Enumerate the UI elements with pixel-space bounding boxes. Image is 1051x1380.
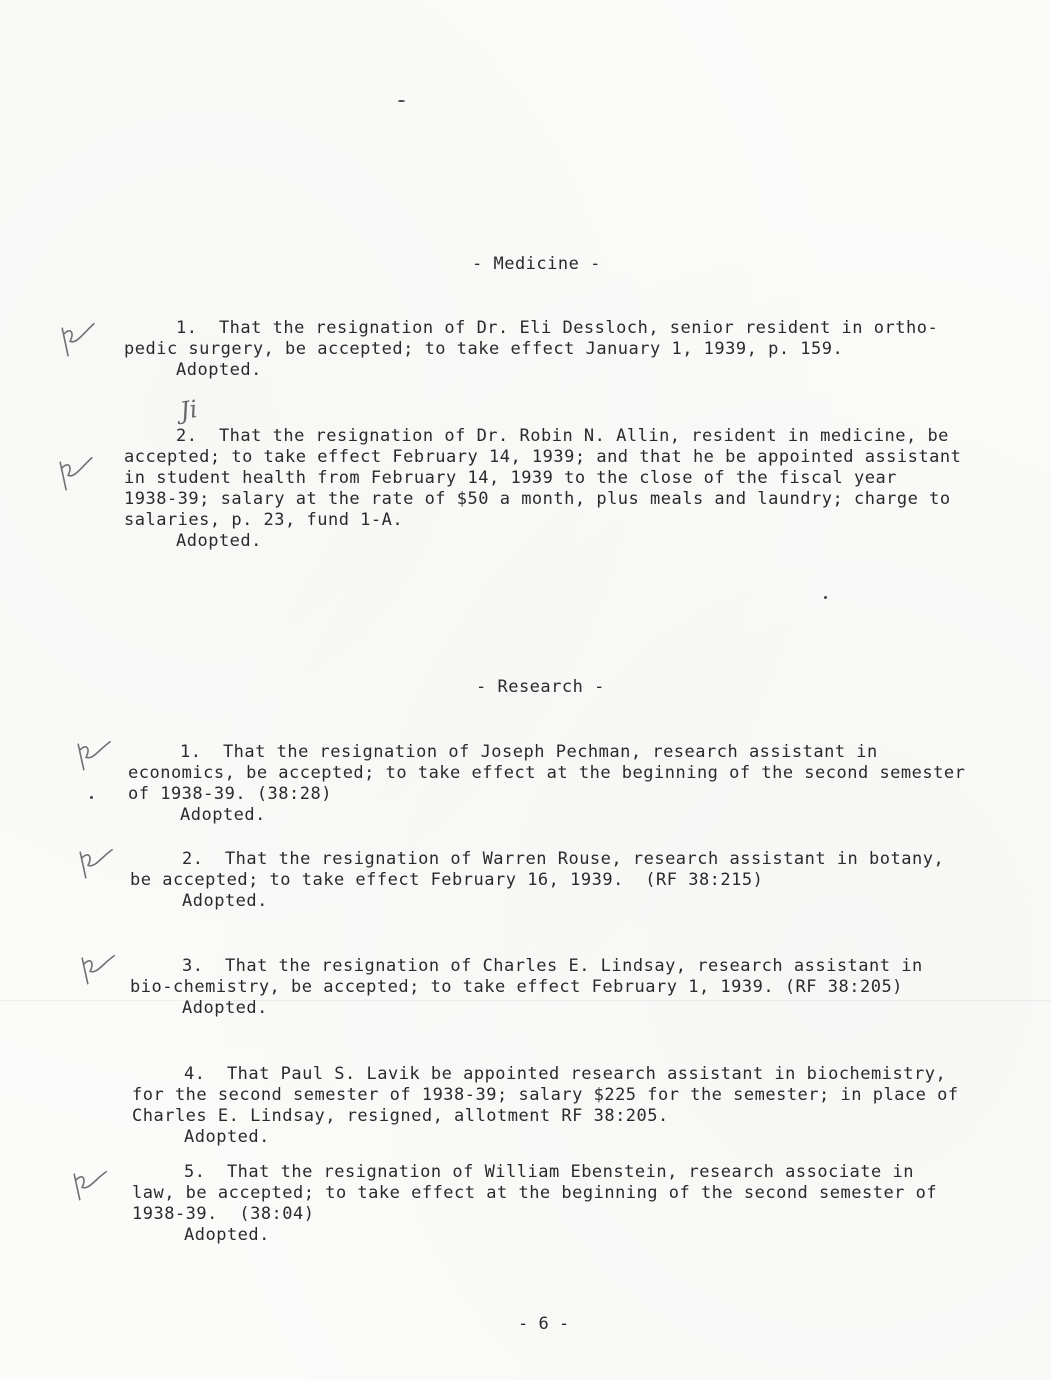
item-line: 1938-39; salary at the rate of $50 a month, plus meals and laundry; charge to — [124, 489, 951, 509]
item-line: law, be accepted; to take effect at the beginning of the second semester of — [132, 1183, 938, 1203]
research-item-1 — [128, 742, 968, 826]
adopted-label: Adopted. — [182, 891, 268, 911]
ink-speck — [398, 100, 405, 102]
research-item-3 — [130, 956, 970, 1019]
research-item-4 — [132, 1064, 972, 1148]
item-line: salaries, p. 23, fund 1-A. — [124, 510, 404, 530]
item-line: for the second semester of 1938-39; salary $225 for the semester; in place of — [132, 1085, 959, 1105]
research-item-5 — [132, 1162, 972, 1246]
adopted-label: Adopted. — [184, 1127, 270, 1147]
item-line: in student health from February 14, 1939 to the close of the fiscal year — [124, 468, 897, 488]
adopted-label: Adopted. — [176, 360, 262, 380]
handwritten-initials: Ji — [178, 394, 200, 426]
section-heading-research: - Research - — [476, 677, 605, 697]
item-line: of 1938-39. (38:28) — [128, 784, 332, 804]
medicine-item-2 — [124, 426, 964, 552]
item-line: Charles E. Lindsay, resigned, allotment RF 38:205. — [132, 1106, 669, 1126]
item-line: 2. That the resignation of Warren Rouse, research assistant in botany, — [182, 849, 945, 869]
item-line: 1. That the resignation of Dr. Eli Dessloch, senior resident in ortho- — [176, 318, 939, 338]
page-number: - 6 - — [518, 1314, 570, 1334]
item-line: 3. That the resignation of Charles E. Lindsay, research assistant in — [182, 956, 923, 976]
item-line: economics, be accepted; to take effect at the beginning of the second semester — [128, 763, 966, 783]
handwritten-check-mark — [54, 453, 101, 494]
item-line: bio-chemistry, be accepted; to take effect February 1, 1939. (RF 38:205) — [130, 977, 903, 997]
item-line: pedic surgery, be accepted; to take effect January 1, 1939, p. 159. — [124, 339, 844, 359]
handwritten-check-mark — [74, 843, 121, 884]
adopted-label: Adopted. — [182, 998, 268, 1018]
item-line: 5. That the resignation of William Ebenstein, research associate in — [184, 1162, 914, 1182]
item-line: 1. That the resignation of Joseph Pechman, research assistant in — [180, 742, 878, 762]
item-line: 4. That Paul S. Lavik be appointed research assistant in biochemistry, — [184, 1064, 947, 1084]
handwritten-check-mark — [76, 949, 123, 990]
adopted-label: Adopted. — [184, 1225, 270, 1245]
section-heading-medicine: - Medicine - — [472, 254, 601, 274]
ink-speck — [824, 596, 827, 599]
item-line: 1938-39. (38:04) — [132, 1204, 315, 1224]
adopted-label: Adopted. — [176, 531, 262, 551]
item-line: be accepted; to take effect February 16, 1939. (RF 38:215) — [130, 870, 764, 890]
ink-speck — [90, 796, 93, 799]
research-item-2 — [130, 849, 970, 912]
item-line: accepted; to take effect February 14, 1939; and that he be appointed assistant — [124, 447, 962, 467]
adopted-label: Adopted. — [180, 805, 266, 825]
handwritten-check-mark — [68, 1165, 115, 1206]
handwritten-check-mark — [72, 735, 119, 776]
handwritten-check-mark — [56, 319, 103, 360]
item-line: 2. That the resignation of Dr. Robin N. Allin, resident in medicine, be — [176, 426, 949, 446]
medicine-item-1 — [124, 318, 964, 381]
